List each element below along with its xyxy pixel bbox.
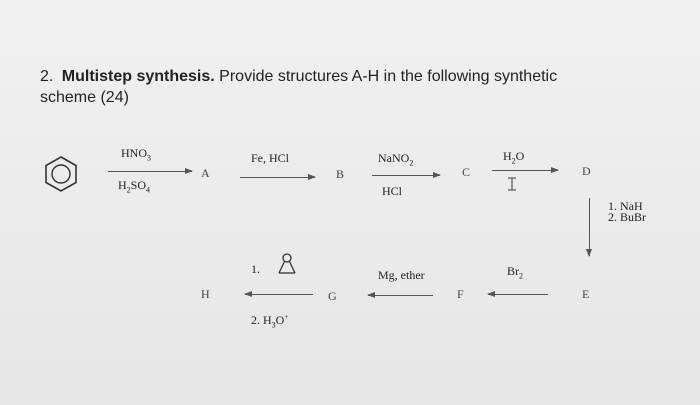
label-H: H (201, 287, 210, 301)
arrow-step3 (372, 175, 440, 176)
arrow-step7 (368, 295, 433, 296)
arrow-step1 (108, 171, 192, 172)
label-F: F (457, 287, 464, 301)
question-body: Provide structures A-H in the following synthetic scheme (24) (40, 68, 558, 106)
reagent-h2so4: $H_2SO_4$ (118, 178, 151, 195)
arrow-step8 (245, 294, 313, 295)
reagent-br2: $Br_2$ (507, 264, 523, 281)
arrow-step5 (589, 198, 590, 256)
question-number: 2. (40, 68, 54, 85)
arrow-step4 (492, 170, 558, 171)
label-B: B (336, 167, 345, 181)
question-title: Multistep synthesis. (61, 68, 215, 85)
reagent-nano2: NaNO$_2$ (378, 151, 414, 168)
reagent-h3o: 2. $H_3O^+$ (251, 313, 289, 330)
ethylene-oxide-icon (274, 252, 300, 278)
label-A: A (201, 166, 210, 180)
reagent-mg-ether: Mg, ether (378, 268, 425, 282)
reagent-bubr: 2. BuBr (608, 210, 647, 224)
label-G: G (328, 289, 337, 303)
benzene-ring-icon (41, 154, 81, 194)
reagent-step8-number: 1. (251, 262, 260, 276)
label-D: D (582, 164, 591, 178)
label-C: C (462, 165, 471, 179)
reagent-hno3: $HNO_3$ (121, 146, 151, 163)
reagent-fe-hcl: Fe, HCl (251, 151, 290, 165)
reagent-h2o: $H_2O$ (503, 149, 525, 166)
arrow-step2 (240, 177, 315, 178)
reagent-hcl: HCl (382, 184, 403, 198)
arrow-step6 (488, 294, 548, 295)
label-E: E (582, 287, 590, 301)
question-text (40, 66, 600, 108)
reagent-nah: 1. NaH (608, 199, 643, 213)
iodine-substituent-icon (506, 176, 518, 192)
reagent-nah-bubr (608, 201, 646, 223)
